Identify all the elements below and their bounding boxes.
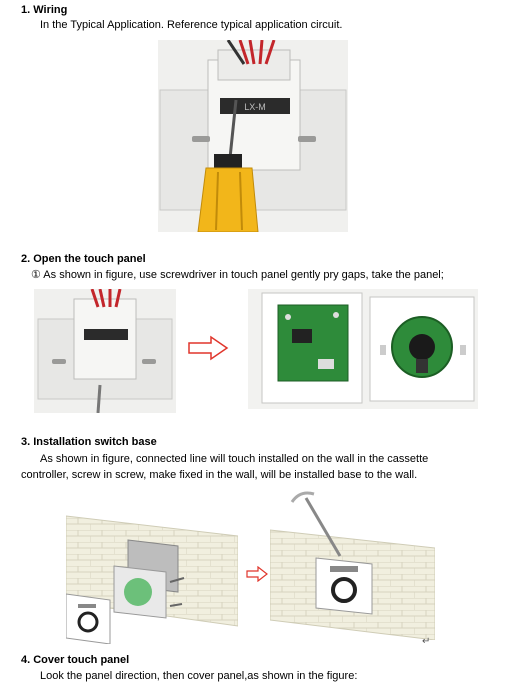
section-3-heading: 3. Installation switch base xyxy=(21,436,157,448)
panel-open-photo xyxy=(248,289,478,409)
pry-photo xyxy=(34,289,176,413)
arrow-right-icon xyxy=(187,335,229,361)
return-mark: ↵ xyxy=(422,636,431,647)
install-diagram-left xyxy=(66,506,238,644)
wiring-photo xyxy=(158,40,348,232)
section-2-text: ① As shown in figure, use screwdriver in touch panel gently pry gaps, take the panel; xyxy=(31,269,444,281)
section-1-text: In the Typical Application. Reference typical application circuit. xyxy=(40,19,343,31)
arrow-right-icon xyxy=(246,566,268,582)
section-3-text-line2: controller, screw in screw, make fixed in the wall, will be installed base to the wall. xyxy=(21,469,418,481)
section-4-text: Look the panel direction, then cover panel,as shown in the figure: xyxy=(40,670,358,682)
base-label: LX-M xyxy=(244,102,266,112)
section-4-heading: 4. Cover touch panel xyxy=(21,654,130,666)
install-diagram-right xyxy=(270,490,435,640)
section-1-heading: 1. Wiring xyxy=(21,4,68,16)
section-2-heading: 2. Open the touch panel xyxy=(21,253,146,265)
section-3-text-line1: As shown in figure, connected line will touch installed on the wall in the cassette xyxy=(40,453,429,465)
